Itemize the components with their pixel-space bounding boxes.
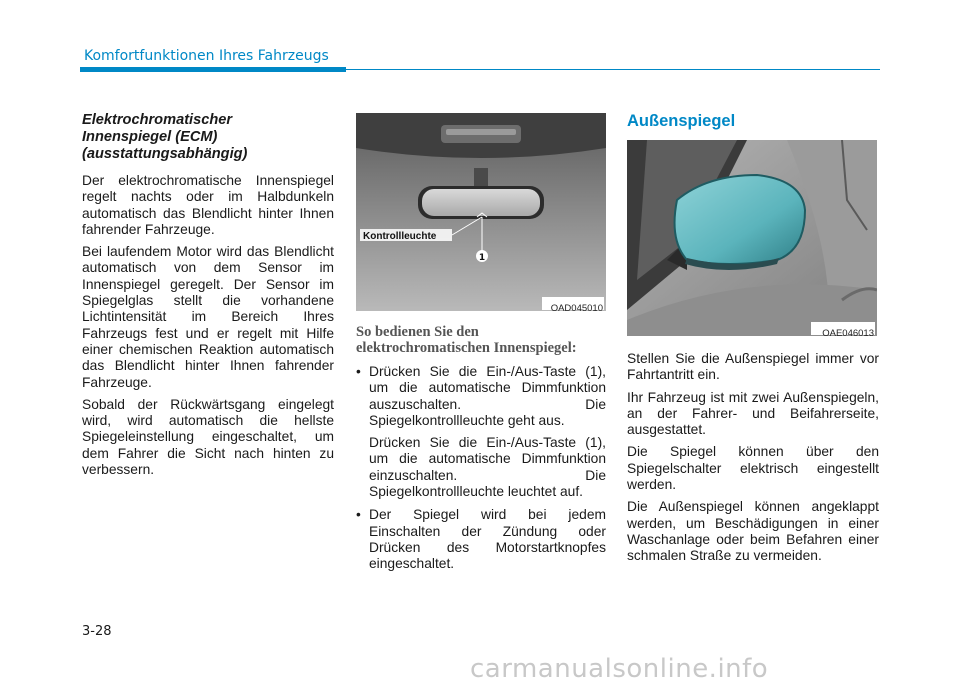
operation-subheading	[356, 324, 606, 356]
ecm-paragraph-1: Der elektrochromatische Innenspiegel regelt nachts oder im Halbdunkeln automatisch das Blendlicht hinter Ihnen fahrender Fahrzeuge.	[82, 173, 334, 237]
outside-mirror-figure	[627, 140, 877, 341]
header-bar-thick	[80, 67, 346, 72]
kontrollleuchte-label: Kontrollleuchte	[363, 231, 437, 242]
bullet-1-paragraph-1: • Drücken Sie die Ein-/Aus-Taste (1), um die automatische Dimmfunktion auszuschalten. Die Spiegelkontrollleuchte geht aus.	[369, 364, 606, 428]
section-header-title: Komfortfunktionen Ihres Fahrzeugs	[84, 48, 329, 64]
outside-mirror-paragraph-4: Die Außenspiegel können angeklappt werden, um Beschädigungen in einer Waschanlage oder beim Befahren einer schmalen Straße zu vermeiden.	[627, 499, 879, 564]
ecm-heading-line-1: Elektrochromatischer	[82, 112, 233, 128]
column-ecm-description	[82, 112, 334, 484]
page-number: 3-28	[82, 624, 112, 639]
ecm-paragraph-2: Bei laufendem Motor wird das Blendlicht automatisch von dem Sensor im Innenspiegel geregelt. Der Sensor im Spiegelglas stellt die vorhandene Lichtintensität im Bereich Ihres Fahrzeugs fest und er regelt mit Hilfe einer chemischen Reaktion automatisch das Blendlicht hinter Ihnen fahrender Fahrzeuge.	[82, 244, 334, 390]
rearview-mirror-figure	[356, 113, 606, 316]
column-ecm-operation	[356, 113, 606, 580]
figure-code: OAE046013	[822, 328, 874, 339]
operation-bullet-list	[356, 364, 606, 573]
outside-mirror-paragraph-1: Stellen Sie die Außenspiegel immer vor Fahrtantritt ein.	[627, 351, 879, 383]
operation-subheading-line-1: So bedienen Sie den	[356, 324, 479, 340]
list-item	[356, 507, 606, 572]
ecm-heading	[82, 112, 334, 163]
ecm-heading-line-2: Innenspiegel (ECM)	[82, 129, 218, 145]
column-outside-mirror	[627, 112, 879, 571]
outside-mirror-illustration	[627, 140, 877, 336]
ecm-paragraph-3: Sobald der Rückwärtsgang eingelegt wird, wird automatisch die hellste Spiegeleinstellung eingeschaltet, um dem Fahrer die Sicht nach hinten zu verbessern.	[82, 396, 334, 478]
operation-subheading-line-2: elektrochromatischen Innenspiegel:	[356, 340, 577, 356]
callout-number: 1	[478, 253, 486, 263]
rearview-mirror-illustration	[356, 113, 606, 311]
ecm-heading-line-3: (ausstattungsabhängig)	[82, 146, 248, 162]
figure-code: OAD045010	[550, 303, 603, 314]
outside-mirror-paragraph-3: Die Spiegel können über den Spiegelschalter elektrisch eingestellt werden.	[627, 444, 879, 493]
outside-mirror-paragraph-2: Ihr Fahrzeug ist mit zwei Außenspiegeln, an der Fahrer- und Beifahrerseite, ausgestattet.	[627, 389, 879, 438]
header-bar-thin	[346, 69, 880, 70]
list-item	[356, 364, 606, 500]
outside-mirror-heading: Außenspiegel	[627, 112, 736, 130]
watermark: carmanualsonline.info	[470, 654, 769, 684]
bullet-2-paragraph-1: • Der Spiegel wird bei jedem Einschalten der Zündung oder Drücken des Motorstartknopfes eingeschaltet.	[369, 507, 606, 572]
bullet-1-paragraph-2: Drücken Sie die Ein-/Aus-Taste (1), um die automatische Dimmfunktion einzuschalten. Die Spiegelkontrollleuchte leuchtet auf.	[369, 435, 606, 500]
